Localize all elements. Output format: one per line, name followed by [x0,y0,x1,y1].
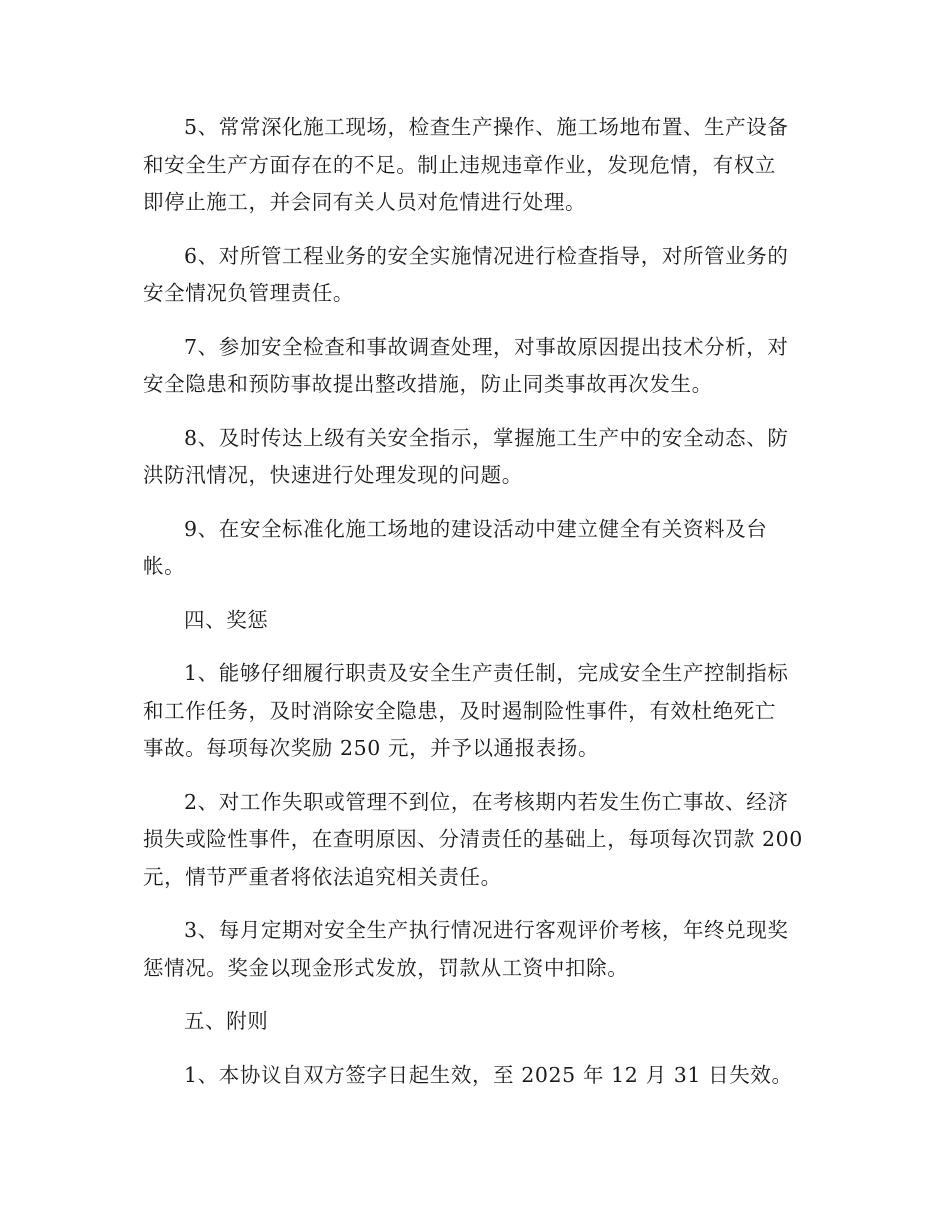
text-line: 惩情况。奖金以现金形式发放，罚款从工资中扣除。 [143,955,629,980]
clause-9 [143,511,815,586]
text-line: 和安全生产方面存在的不足。制止违规违章作业，发现危情，有权立 [143,152,776,177]
text-line: 即停止施工，并会同有关人员对危情进行处理。 [143,190,587,214]
section-heading-supplementary: 五、附则 [184,1009,269,1033]
reward-clause-2 [143,784,815,897]
text-line: 7、参加安全检查和事故调查处理，对事故原因提出技术分析，对 [184,334,789,359]
clause-8 [143,420,815,495]
text-line: 事故。每项每次奖励 250 元，并予以通报表扬。 [143,736,600,760]
supplementary-clause-1 [143,1057,815,1095]
text-line: 1、本协议自双方签字日起生效，至 2025 年 12 月 31 日失效。 [184,1062,793,1087]
text-line: 9、在安全标准化施工场地的建设活动中建立健全有关资料及台 [184,516,768,541]
text-line: 安全情况负管理责任。 [143,281,354,305]
document-body [143,109,815,1110]
text-line: 8、及时传达上级有关安全指示，掌握施工生产中的安全动态、防 [184,425,789,450]
clause-5 [143,109,815,222]
text-line: 和工作任务，及时消除安全隐患，及时遏制险性事件，有效杜绝死亡 [143,698,776,723]
text-line: 安全隐患和预防事故提出整改措施，防止同类事故再次发生。 [143,372,713,396]
section-heading-rewards-penalties: 四、奖惩 [184,607,269,632]
clause-6 [143,238,815,313]
text-line: 6、对所管工程业务的安全实施情况进行检查指导，对所管业务的 [184,243,789,268]
text-line: 5、常常深化施工现场，检查生产操作、施工场地布置、生产设备 [184,115,789,139]
text-line: 1、能够仔细履行职责及安全生产责任制，完成安全生产控制指标 [184,661,789,685]
text-line: 2、对工作失职或管理不到位，在考核期内若发生伤亡事故、经济 [184,789,789,814]
reward-clause-3 [143,912,815,987]
text-line: 洪防汛情况，快速进行处理发现的问题。 [143,463,523,487]
text-line: 3、每月定期对安全生产执行情况进行客观评价考核，年终兑现奖 [184,918,789,942]
text-line: 元，情节严重者将依法追究相关责任。 [143,864,502,889]
text-line: 损失或险性事件，在查明原因、分清责任的基础上，每项每次罚款 200 [143,827,803,851]
reward-clause-1 [143,655,815,768]
text-line: 帐。 [143,554,186,578]
clause-7 [143,329,815,404]
